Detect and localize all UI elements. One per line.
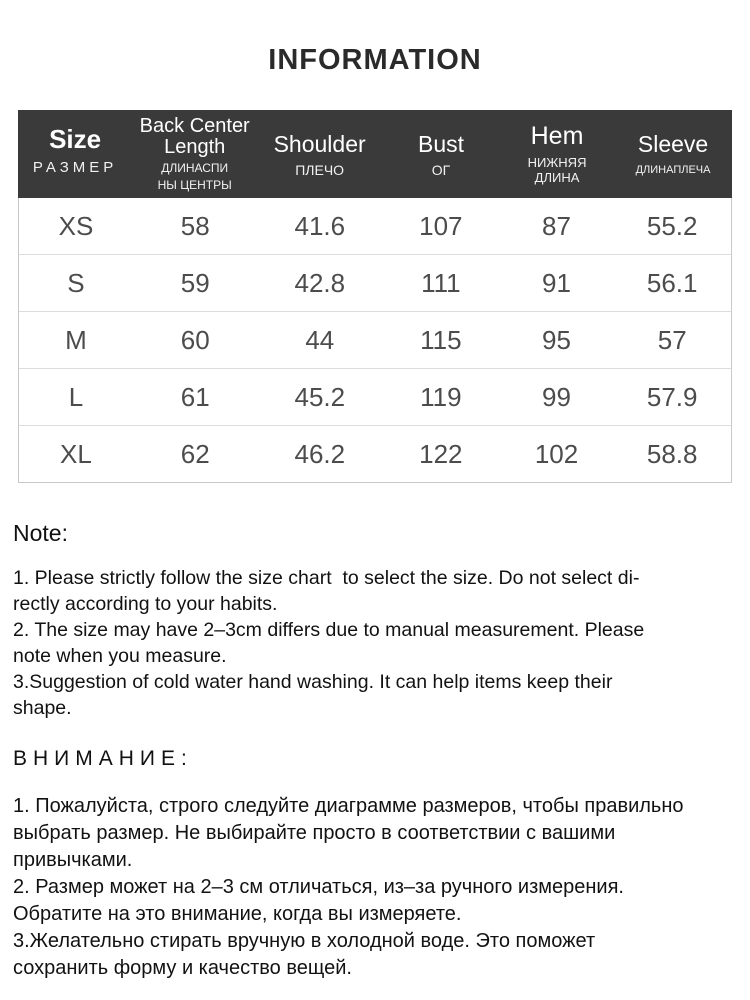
note-line: 3.Желательно стирать вручную в холодной воде. Это поможет bbox=[13, 930, 596, 952]
header-cell-back-center-length bbox=[132, 110, 257, 198]
header-label-en: Shoulder bbox=[273, 130, 366, 157]
header-label-ru: ДЛИНАПЛЕЧА bbox=[635, 163, 711, 176]
size-cell: S bbox=[67, 267, 85, 298]
size-cell: M bbox=[65, 324, 87, 355]
size-chart-table bbox=[18, 110, 732, 483]
table-row-xs bbox=[19, 198, 731, 254]
size-cell: XL bbox=[60, 438, 92, 469]
sleeve-cell: 55.2 bbox=[646, 210, 698, 241]
table-row-m bbox=[19, 311, 731, 368]
table-row-xl bbox=[19, 425, 731, 482]
header-label-ru: ПЛЕЧО bbox=[295, 161, 345, 178]
shoulder-cell: 42.8 bbox=[294, 267, 346, 298]
table-row-l bbox=[19, 368, 731, 425]
bust-cell: 122 bbox=[419, 438, 463, 469]
header-cell-shoulder bbox=[257, 110, 382, 198]
header-label-ru: ДЛИНАСПИ bbox=[161, 161, 229, 175]
header-label-en: Sleeve bbox=[637, 130, 709, 157]
sleeve-cell: 58.8 bbox=[646, 438, 698, 469]
hem-cell: 91 bbox=[542, 267, 571, 298]
header-label-ru: РАЗМЕР bbox=[32, 158, 118, 176]
note-line: rectly according to your habits. bbox=[13, 593, 278, 615]
note-line: shape. bbox=[13, 697, 72, 719]
hem-cell: 95 bbox=[542, 324, 571, 355]
back-center-length-cell: 61 bbox=[180, 381, 210, 412]
back-center-length-cell: 60 bbox=[180, 324, 210, 355]
shoulder-cell: 44 bbox=[305, 324, 335, 355]
hem-cell: 102 bbox=[534, 438, 579, 469]
table-header-row bbox=[18, 110, 732, 198]
header-cell-hem bbox=[500, 110, 614, 198]
sleeve-cell: 57 bbox=[657, 324, 687, 355]
note-heading-russian: ВНИМАНИЕ: bbox=[13, 747, 193, 770]
shoulder-cell: 45.2 bbox=[294, 381, 346, 412]
header-label-en: Bust bbox=[417, 130, 465, 157]
shoulder-cell: 41.6 bbox=[294, 210, 346, 241]
header-label-ru: НИЖНЯЯ bbox=[527, 155, 587, 170]
bust-cell: 115 bbox=[420, 324, 462, 355]
note-line: сохранить форму и качество вещей. bbox=[13, 957, 352, 979]
header-cell-size bbox=[18, 110, 132, 198]
header-cell-bust bbox=[382, 110, 500, 198]
bust-cell: 107 bbox=[419, 210, 463, 241]
note-line: Обратите на это внимание, когда вы измеряете. bbox=[13, 903, 462, 925]
header-label-en: Hem bbox=[530, 122, 584, 150]
header-label-ru: ОГ bbox=[431, 161, 451, 178]
note-line: 1. Please strictly follow the size chart to select the size. Do not select di- bbox=[13, 567, 640, 589]
note-line: привычками. bbox=[13, 849, 133, 871]
note-line: 1. Пожалуйста, строго следуйте диаграмме размеров, чтобы правильно bbox=[13, 795, 684, 817]
page-title: INFORMATION bbox=[268, 44, 482, 76]
size-cell: L bbox=[68, 381, 84, 412]
sleeve-cell: 56.1 bbox=[646, 267, 698, 298]
header-label-ru: НЫ ЦЕНТРЫ bbox=[157, 178, 232, 192]
shoulder-cell: 46.2 bbox=[294, 438, 346, 469]
note-line: выбрать размер. Не выбирайте просто в соответствии с вашими bbox=[13, 822, 616, 844]
note-line: 3.Suggestion of cold water hand washing. It can help items keep their bbox=[13, 671, 613, 693]
header-label-en: Size bbox=[49, 123, 102, 154]
note-text-russian bbox=[13, 793, 736, 982]
hem-cell: 99 bbox=[542, 381, 571, 412]
header-label-en: Back Center bbox=[139, 115, 250, 137]
table-body bbox=[18, 198, 732, 483]
notes-section bbox=[13, 520, 736, 982]
header-label-ru: ДЛИНА bbox=[534, 170, 580, 185]
note-text-english bbox=[13, 565, 736, 721]
note-heading-english: Note: bbox=[13, 520, 68, 546]
table-row-s bbox=[19, 254, 731, 311]
bust-cell: 119 bbox=[420, 381, 462, 412]
bust-cell: 111 bbox=[421, 267, 461, 298]
header-cell-sleeve bbox=[614, 110, 732, 198]
size-cell: XS bbox=[58, 210, 94, 241]
sleeve-cell: 57.9 bbox=[646, 381, 698, 412]
note-line: 2. The size may have 2–3cm differs due to manual measurement. Please bbox=[13, 619, 645, 641]
note-line: note when you measure. bbox=[13, 645, 227, 667]
back-center-length-cell: 58 bbox=[180, 210, 210, 241]
header-label-en: Length bbox=[164, 136, 226, 158]
back-center-length-cell: 62 bbox=[180, 438, 210, 469]
note-line: 2. Размер может на 2–3 см отличаться, из–за ручного измерения. bbox=[13, 876, 624, 898]
hem-cell: 87 bbox=[542, 210, 571, 241]
back-center-length-cell: 59 bbox=[180, 267, 210, 298]
